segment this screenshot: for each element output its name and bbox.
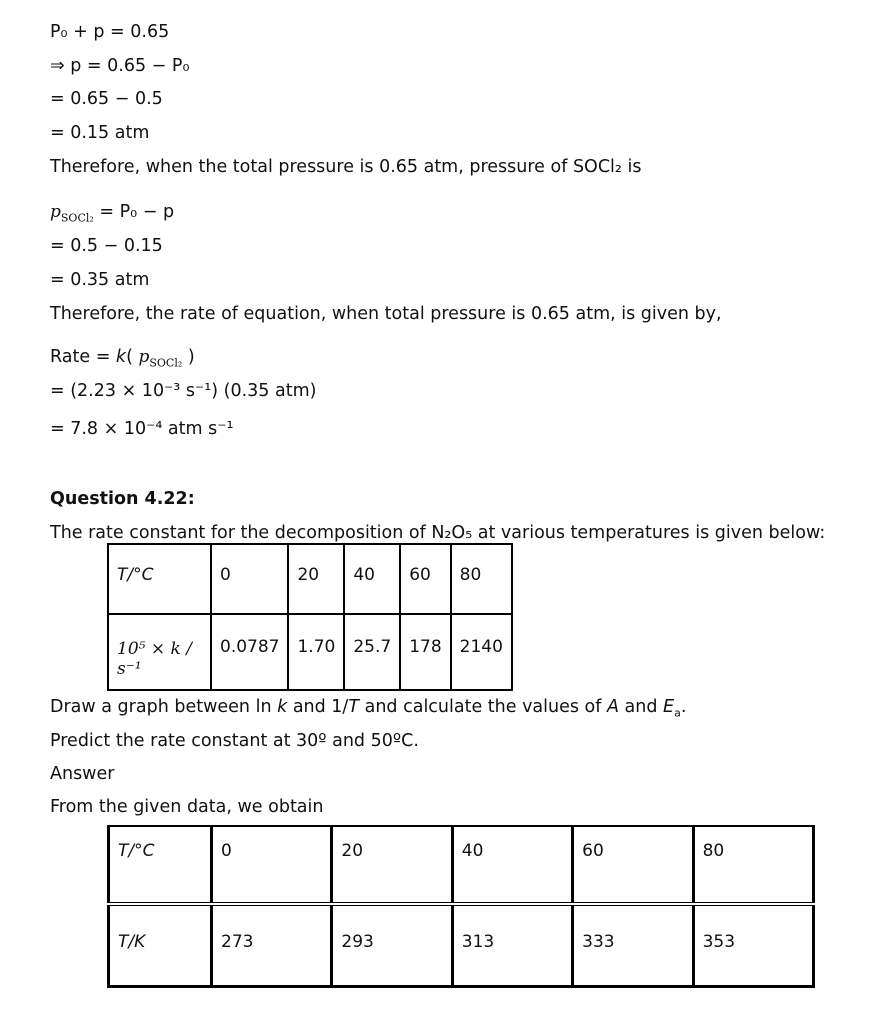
eq-text: p = 0.65 − P₀ xyxy=(70,56,190,76)
question-text: The rate constant for the decomposition of N₂O₅ at various temperatures is given below: xyxy=(50,523,826,543)
table-cell: 80 xyxy=(693,826,813,904)
table-cell: 2140 xyxy=(451,614,512,690)
instruction-predict: Predict the rate constant at 30º and 50ºC. xyxy=(50,731,419,751)
table-cell: 20 xyxy=(288,544,344,614)
table-cell: 40 xyxy=(452,826,572,904)
table-cell: 333 xyxy=(573,904,693,986)
table-cell: 0 xyxy=(212,826,332,904)
statement-text: Therefore, the rate of equation, when total pressure is 0.65 atm, is given by, xyxy=(50,304,722,324)
table-cell: 20 xyxy=(332,826,452,904)
eq-text: = P₀ − p xyxy=(93,202,175,222)
eq-text: = 7.8 × 10⁻⁴ atm s⁻¹ xyxy=(50,419,234,439)
table-row xyxy=(108,544,512,614)
answer-label: Answer xyxy=(50,764,115,784)
question-title: Question 4.22: xyxy=(50,489,195,509)
table-header-cell: T/°C xyxy=(108,544,211,614)
table-cell: 0.0787 xyxy=(211,614,288,690)
statement-2 xyxy=(50,303,722,325)
eq-line-1 xyxy=(50,21,169,43)
eq-line-8 xyxy=(50,269,149,291)
implies-symbol: ⇒ xyxy=(50,56,71,76)
k-symbol: k xyxy=(115,347,127,367)
eq-text: P₀ + p = 0.65 xyxy=(50,22,170,42)
eq-text: = 0.5 − 0.15 xyxy=(50,236,163,256)
table-cell: 293 xyxy=(332,904,452,986)
table-cell: 273 xyxy=(212,904,332,986)
table-cell: 25.7 xyxy=(344,614,400,690)
table-cell: 313 xyxy=(452,904,572,986)
rate-line: Rate = k( $p_{SOCl_2}$ ) xyxy=(50,347,195,370)
table-cell: 60 xyxy=(400,544,450,614)
table-cell: 353 xyxy=(693,904,813,986)
given-data-text: From the given data, we obtain xyxy=(50,797,324,817)
eq-text: = 0.65 − 0.5 xyxy=(50,89,163,109)
eq-line-7 xyxy=(50,235,163,257)
table-cell: 40 xyxy=(344,544,400,614)
eq-line-6 xyxy=(50,201,174,229)
table-row xyxy=(109,826,814,904)
statement-1 xyxy=(50,156,641,178)
table-header-cell: T/°C xyxy=(109,826,212,904)
eq-line-2 xyxy=(50,55,189,77)
eq-text: = 0.35 atm xyxy=(50,270,150,290)
table-row xyxy=(109,904,814,986)
table-row xyxy=(108,614,512,690)
eq-line-3 xyxy=(50,88,163,110)
table-header-cell: T/K xyxy=(109,904,212,986)
rate-constant-table xyxy=(107,543,513,691)
table-cell: 1.70 xyxy=(288,614,344,690)
eq-text: = 0.15 atm xyxy=(50,123,150,143)
instruction-draw: Draw a graph between ln k and 1/T and calculate the values of A and $E_a$. xyxy=(50,697,687,720)
table-cell: 178 xyxy=(400,614,450,690)
rate-label: Rate = xyxy=(50,347,116,367)
pressure-symbol: $p_{SOCl_2}$ xyxy=(138,347,183,370)
table-cell: 60 xyxy=(573,826,693,904)
statement-text: Therefore, when the total pressure is 0.65 atm, pressure of SOCl₂ is xyxy=(50,157,642,177)
pressure-symbol: $p_{SOCl_2}$ xyxy=(50,202,94,225)
table-cell: 0 xyxy=(211,544,288,614)
eq-text: = (2.23 × 10⁻³ s⁻¹) (0.35 atm) xyxy=(50,381,317,401)
temperature-table xyxy=(107,825,815,988)
eq-line-11 xyxy=(50,380,316,402)
table-header-cell: 10⁵ × k / s⁻¹ xyxy=(108,614,211,690)
table-cell: 80 xyxy=(451,544,512,614)
eq-line-4 xyxy=(50,122,149,144)
eq-line-12 xyxy=(50,418,234,440)
